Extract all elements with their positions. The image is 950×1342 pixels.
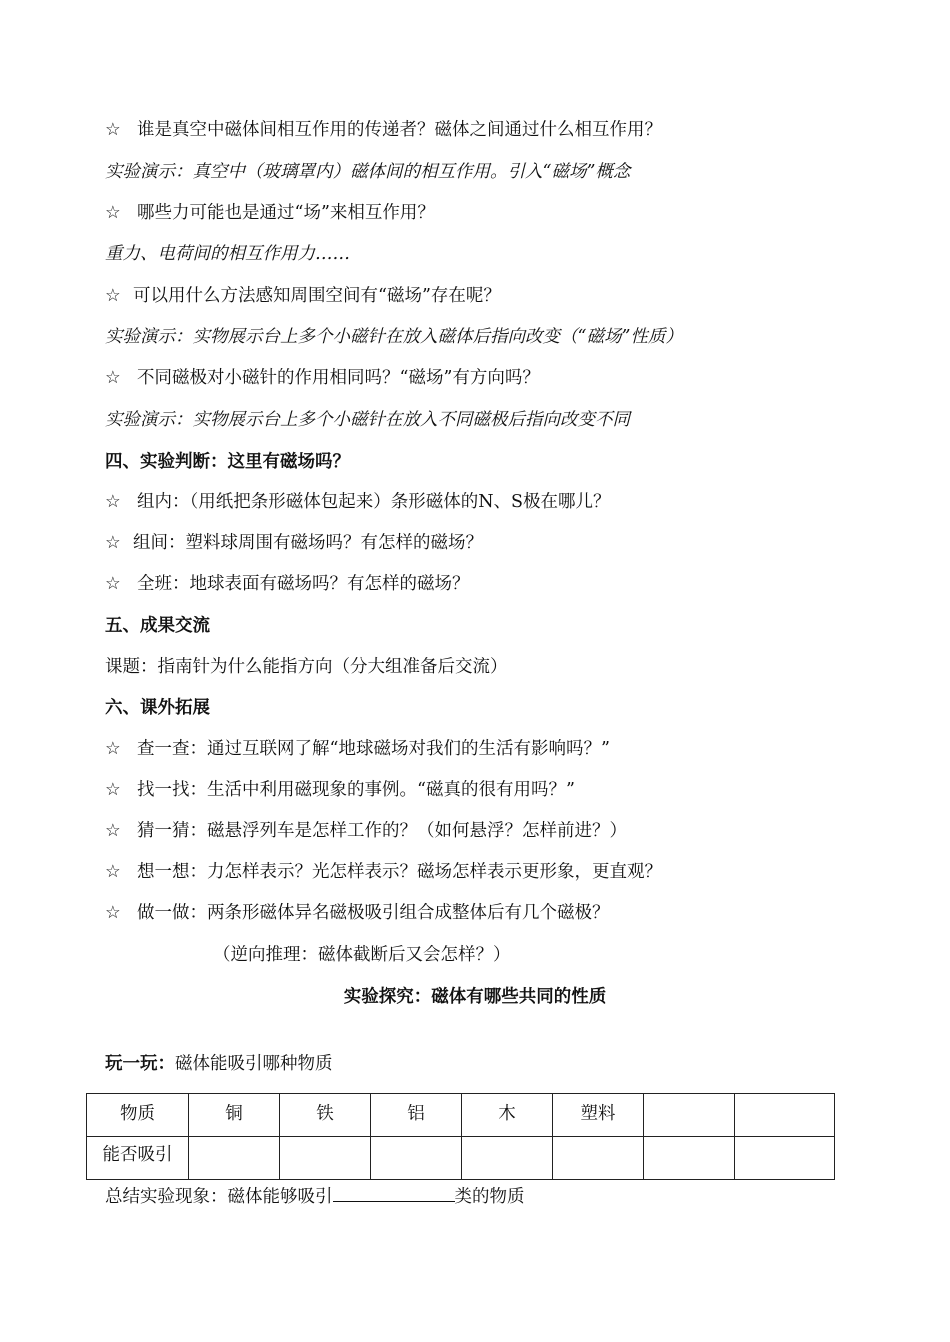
star-icon: ☆ bbox=[105, 780, 121, 800]
table-cell bbox=[644, 1137, 735, 1180]
star-icon: ☆ bbox=[105, 574, 121, 594]
table-row bbox=[87, 1094, 835, 1137]
section-heading: 四、实验判断：这里有磁场吗？ bbox=[105, 452, 350, 472]
material-table bbox=[86, 1093, 835, 1180]
table-cell bbox=[371, 1137, 462, 1180]
list-item: ☆ 查一查：通过互联网了解“地球磁场对我们的生活有影响吗？” bbox=[105, 739, 610, 759]
table-cell bbox=[735, 1094, 835, 1137]
table-cell: 能否吸引 bbox=[87, 1137, 189, 1180]
body-line: （逆向推理：磁体截断后又会怎样？） bbox=[213, 945, 511, 965]
section-heading: 五、成果交流 bbox=[105, 616, 210, 636]
list-item: ☆ 全班：地球表面有磁场吗？有怎样的磁场？ bbox=[105, 574, 470, 594]
table-cell bbox=[553, 1137, 644, 1180]
question-line: ☆ 哪些力可能也是通过“场”来相互作用？ bbox=[105, 203, 435, 223]
star-icon: ☆ bbox=[105, 862, 121, 882]
question-line: ☆ 谁是真空中磁体间相互作用的传递者？磁体之间通过什么相互作用？ bbox=[105, 120, 662, 140]
body-line: 课题：指南针为什么能指方向（分大组准备后交流） bbox=[105, 657, 508, 677]
list-item: ☆ 组内：（用纸把条形磁体包起来）条形磁体的N、S极在哪儿？ bbox=[105, 492, 611, 512]
star-icon: ☆ bbox=[105, 533, 121, 553]
star-icon: ☆ bbox=[105, 739, 121, 759]
section-heading: 六、课外拓展 bbox=[105, 698, 210, 718]
table-cell: 铜 bbox=[189, 1094, 280, 1137]
question-line: ☆ 可以用什么方法感知周围空间有“磁场”存在呢？ bbox=[105, 286, 501, 306]
star-icon: ☆ bbox=[105, 286, 121, 306]
star-icon: ☆ bbox=[105, 821, 121, 841]
answer-line: 重力、电荷间的相互作用力…… bbox=[105, 244, 350, 264]
list-item: ☆ 做一做：两条形磁体异名磁极吸引组合成整体后有几个磁极？ bbox=[105, 903, 610, 923]
table-cell: 木 bbox=[462, 1094, 553, 1137]
demo-line: 实验演示：实物展示台上多个小磁针在放入不同磁极后指向改变不同 bbox=[105, 410, 630, 430]
table-cell: 铝 bbox=[371, 1094, 462, 1137]
star-icon: ☆ bbox=[105, 492, 121, 512]
star-icon: ☆ bbox=[105, 120, 121, 140]
demo-line: 实验演示：真空中（玻璃罩内）磁体间的相互作用。引入“磁场”概念 bbox=[105, 162, 631, 182]
fill-in-blank bbox=[333, 1183, 455, 1202]
list-item: ☆ 找一找：生活中利用磁现象的事例。“磁真的很有用吗？” bbox=[105, 780, 575, 800]
star-icon: ☆ bbox=[105, 368, 121, 388]
list-item: ☆ 想一想：力怎样表示？光怎样表示？磁场怎样表示更形象，更直观？ bbox=[105, 862, 662, 882]
summary-line: 总结实验现象：磁体能够吸引 类的物质 bbox=[105, 1183, 525, 1209]
demo-line: 实验演示：实物展示台上多个小磁针在放入磁体后指向改变（“磁场”性质） bbox=[105, 327, 683, 347]
star-icon: ☆ bbox=[105, 903, 121, 923]
list-item: ☆ 猜一猜：磁悬浮列车是怎样工作的？（如何悬浮？怎样前进？） bbox=[105, 821, 627, 841]
list-item: ☆ 组间：塑料球周围有磁场吗？有怎样的磁场？ bbox=[105, 533, 483, 553]
question-line: ☆ 不同磁极对小磁针的作用相同吗？“磁场”有方向吗？ bbox=[105, 368, 540, 388]
table-cell: 铁 bbox=[280, 1094, 371, 1137]
table-cell bbox=[280, 1137, 371, 1180]
table-cell: 物质 bbox=[87, 1094, 189, 1137]
table-row bbox=[87, 1137, 835, 1180]
table-cell bbox=[644, 1094, 735, 1137]
body-line: 玩一玩：磁体能吸引哪种物质 bbox=[105, 1054, 333, 1074]
page-title: 实验探究：磁体有哪些共同的性质 bbox=[343, 987, 607, 1007]
table-cell bbox=[735, 1137, 835, 1180]
table-cell bbox=[189, 1137, 280, 1180]
star-icon: ☆ bbox=[105, 203, 121, 223]
table-cell bbox=[462, 1137, 553, 1180]
table-cell: 塑料 bbox=[553, 1094, 644, 1137]
